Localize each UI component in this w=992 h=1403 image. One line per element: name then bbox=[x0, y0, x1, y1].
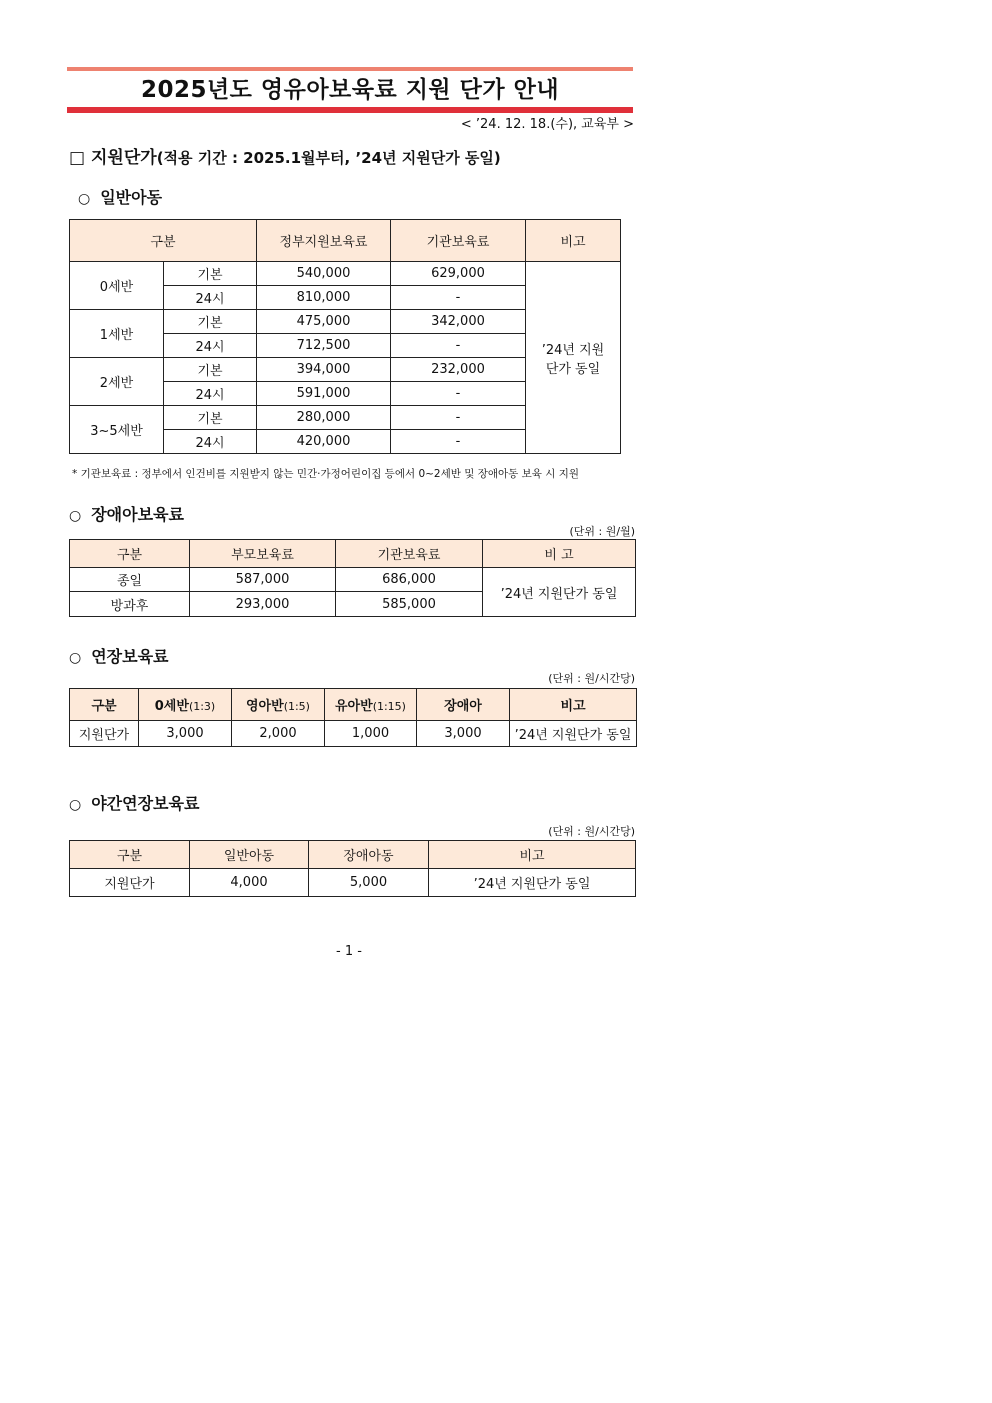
cell: 종일 bbox=[70, 568, 190, 592]
cell: 기본 bbox=[164, 310, 257, 334]
cell: 540,000 bbox=[257, 262, 391, 286]
cell: ’24년 지원단가 동일 bbox=[429, 869, 636, 897]
cell: ’24년 지원단가 동일 bbox=[510, 721, 637, 747]
cell: 591,000 bbox=[257, 382, 391, 406]
general-heading-text: 일반아동 bbox=[100, 188, 163, 207]
footnote: * 기관보육료 : 정부에서 인건비를 지원받지 않는 민간·가정어린이집 등에서 0~2세반 및 장애아동 보육 시 지원 bbox=[72, 468, 580, 480]
header-cell: 구분 bbox=[70, 841, 190, 869]
header-cell bbox=[139, 689, 232, 721]
cell: 293,000 bbox=[190, 592, 336, 617]
cell: 방과후 bbox=[70, 592, 190, 617]
cell: 2,000 bbox=[232, 721, 325, 747]
cell: - bbox=[391, 286, 526, 310]
header-cell bbox=[325, 689, 417, 721]
cell: 342,000 bbox=[391, 310, 526, 334]
cell: - bbox=[391, 382, 526, 406]
header-cell: 장애아동 bbox=[309, 841, 429, 869]
cell: 587,000 bbox=[190, 568, 336, 592]
header-cell bbox=[417, 689, 510, 721]
group-label: 3~5세반 bbox=[70, 406, 164, 454]
header-label: 비고 bbox=[560, 699, 586, 714]
section-heading bbox=[69, 143, 501, 168]
cell: 5,000 bbox=[309, 869, 429, 897]
cell: 232,000 bbox=[391, 358, 526, 382]
header-cell: 비고 bbox=[429, 841, 636, 869]
general-heading bbox=[78, 185, 162, 208]
extended-heading bbox=[69, 644, 169, 667]
unit-label: (단위 : 원/시간당) bbox=[548, 825, 635, 838]
cell: 686,000 bbox=[336, 568, 483, 592]
remark-cell: ’24년 지원단가 동일 bbox=[526, 262, 621, 454]
disabled-table bbox=[69, 539, 636, 617]
cell: 4,000 bbox=[190, 869, 309, 897]
cell: 629,000 bbox=[391, 262, 526, 286]
cell: 585,000 bbox=[336, 592, 483, 617]
disabled-heading-text: 장애아보육료 bbox=[91, 505, 184, 524]
header-cell: 기관보육료 bbox=[391, 220, 526, 262]
cell: 394,000 bbox=[257, 358, 391, 382]
circle-bullet-icon: ○ bbox=[78, 191, 91, 207]
group-label: 0세반 bbox=[70, 262, 164, 310]
group-label: 2세반 bbox=[70, 358, 164, 406]
dateline: < ’24. 12. 18.(수), 교육부 > bbox=[460, 117, 634, 132]
header-cell bbox=[70, 689, 139, 721]
cell: 1,000 bbox=[325, 721, 417, 747]
table-row bbox=[70, 869, 636, 897]
cell: 712,500 bbox=[257, 334, 391, 358]
cell: - bbox=[391, 430, 526, 454]
cell: 280,000 bbox=[257, 406, 391, 430]
header-cell: 정부지원보육료 bbox=[257, 220, 391, 262]
night-heading bbox=[69, 791, 199, 814]
cell: 24시 bbox=[164, 286, 257, 310]
header-cell bbox=[232, 689, 325, 721]
table-row bbox=[70, 568, 636, 592]
unit-label: (단위 : 원/시간당) bbox=[548, 672, 635, 685]
cell: 3,000 bbox=[417, 721, 510, 747]
cell: 기본 bbox=[164, 358, 257, 382]
cell: 24시 bbox=[164, 382, 257, 406]
header-cell: 부모보육료 bbox=[190, 540, 336, 568]
header-label: 구분 bbox=[91, 699, 117, 714]
cell: 기본 bbox=[164, 262, 257, 286]
ratio-label: (1:5) bbox=[283, 700, 310, 713]
cell: 24시 bbox=[164, 430, 257, 454]
header-cell: 일반아동 bbox=[190, 841, 309, 869]
header-cell: 구분 bbox=[70, 220, 257, 262]
cell: - bbox=[391, 334, 526, 358]
header-label: 영아반 bbox=[246, 699, 284, 714]
disabled-heading bbox=[69, 502, 184, 525]
section-subtitle: (적용 기간 : 2025.1월부터, ’24년 지원단가 동일) bbox=[156, 149, 501, 167]
extended-heading-text: 연장보육료 bbox=[91, 647, 169, 666]
cell: 3,000 bbox=[139, 721, 232, 747]
general-table bbox=[69, 219, 621, 454]
group-label: 1세반 bbox=[70, 310, 164, 358]
cell: 810,000 bbox=[257, 286, 391, 310]
header-cell: 비 고 bbox=[483, 540, 636, 568]
cell: 475,000 bbox=[257, 310, 391, 334]
circle-bullet-icon: ○ bbox=[69, 508, 82, 524]
circle-bullet-icon: ○ bbox=[69, 797, 82, 813]
checkbox-square-icon: □ bbox=[69, 148, 86, 168]
ratio-label: (1:3) bbox=[188, 700, 216, 713]
cell: - bbox=[391, 406, 526, 430]
circle-bullet-icon: ○ bbox=[69, 650, 82, 666]
header-label: 0세반 bbox=[154, 699, 189, 714]
cell: 지원단가 bbox=[70, 869, 190, 897]
extended-table bbox=[69, 688, 637, 747]
header-label: 장애아 bbox=[444, 699, 482, 714]
header-cell: 기관보육료 bbox=[336, 540, 483, 568]
cell: 지원단가 bbox=[70, 721, 139, 747]
ratio-label: (1:15) bbox=[372, 700, 406, 713]
cell: 24시 bbox=[164, 334, 257, 358]
header-cell bbox=[510, 689, 637, 721]
page-number: - 1 - bbox=[336, 944, 362, 959]
cell: 기본 bbox=[164, 406, 257, 430]
unit-label: (단위 : 원/월) bbox=[569, 525, 635, 538]
night-heading-text: 야간연장보육료 bbox=[91, 794, 200, 813]
header-cell: 구분 bbox=[70, 540, 190, 568]
remark-cell: ’24년 지원단가 동일 bbox=[483, 568, 636, 617]
cell: 420,000 bbox=[257, 430, 391, 454]
night-table bbox=[69, 840, 636, 897]
header-cell: 비고 bbox=[526, 220, 621, 262]
table-row bbox=[70, 262, 621, 286]
table-row bbox=[70, 721, 637, 747]
title-top-rule bbox=[67, 67, 633, 71]
header-label: 유아반 bbox=[335, 699, 373, 714]
section-title: 지원단가 bbox=[90, 148, 157, 168]
page-title: 2025년도 영유아보육료 지원 단가 안내 bbox=[140, 77, 560, 103]
